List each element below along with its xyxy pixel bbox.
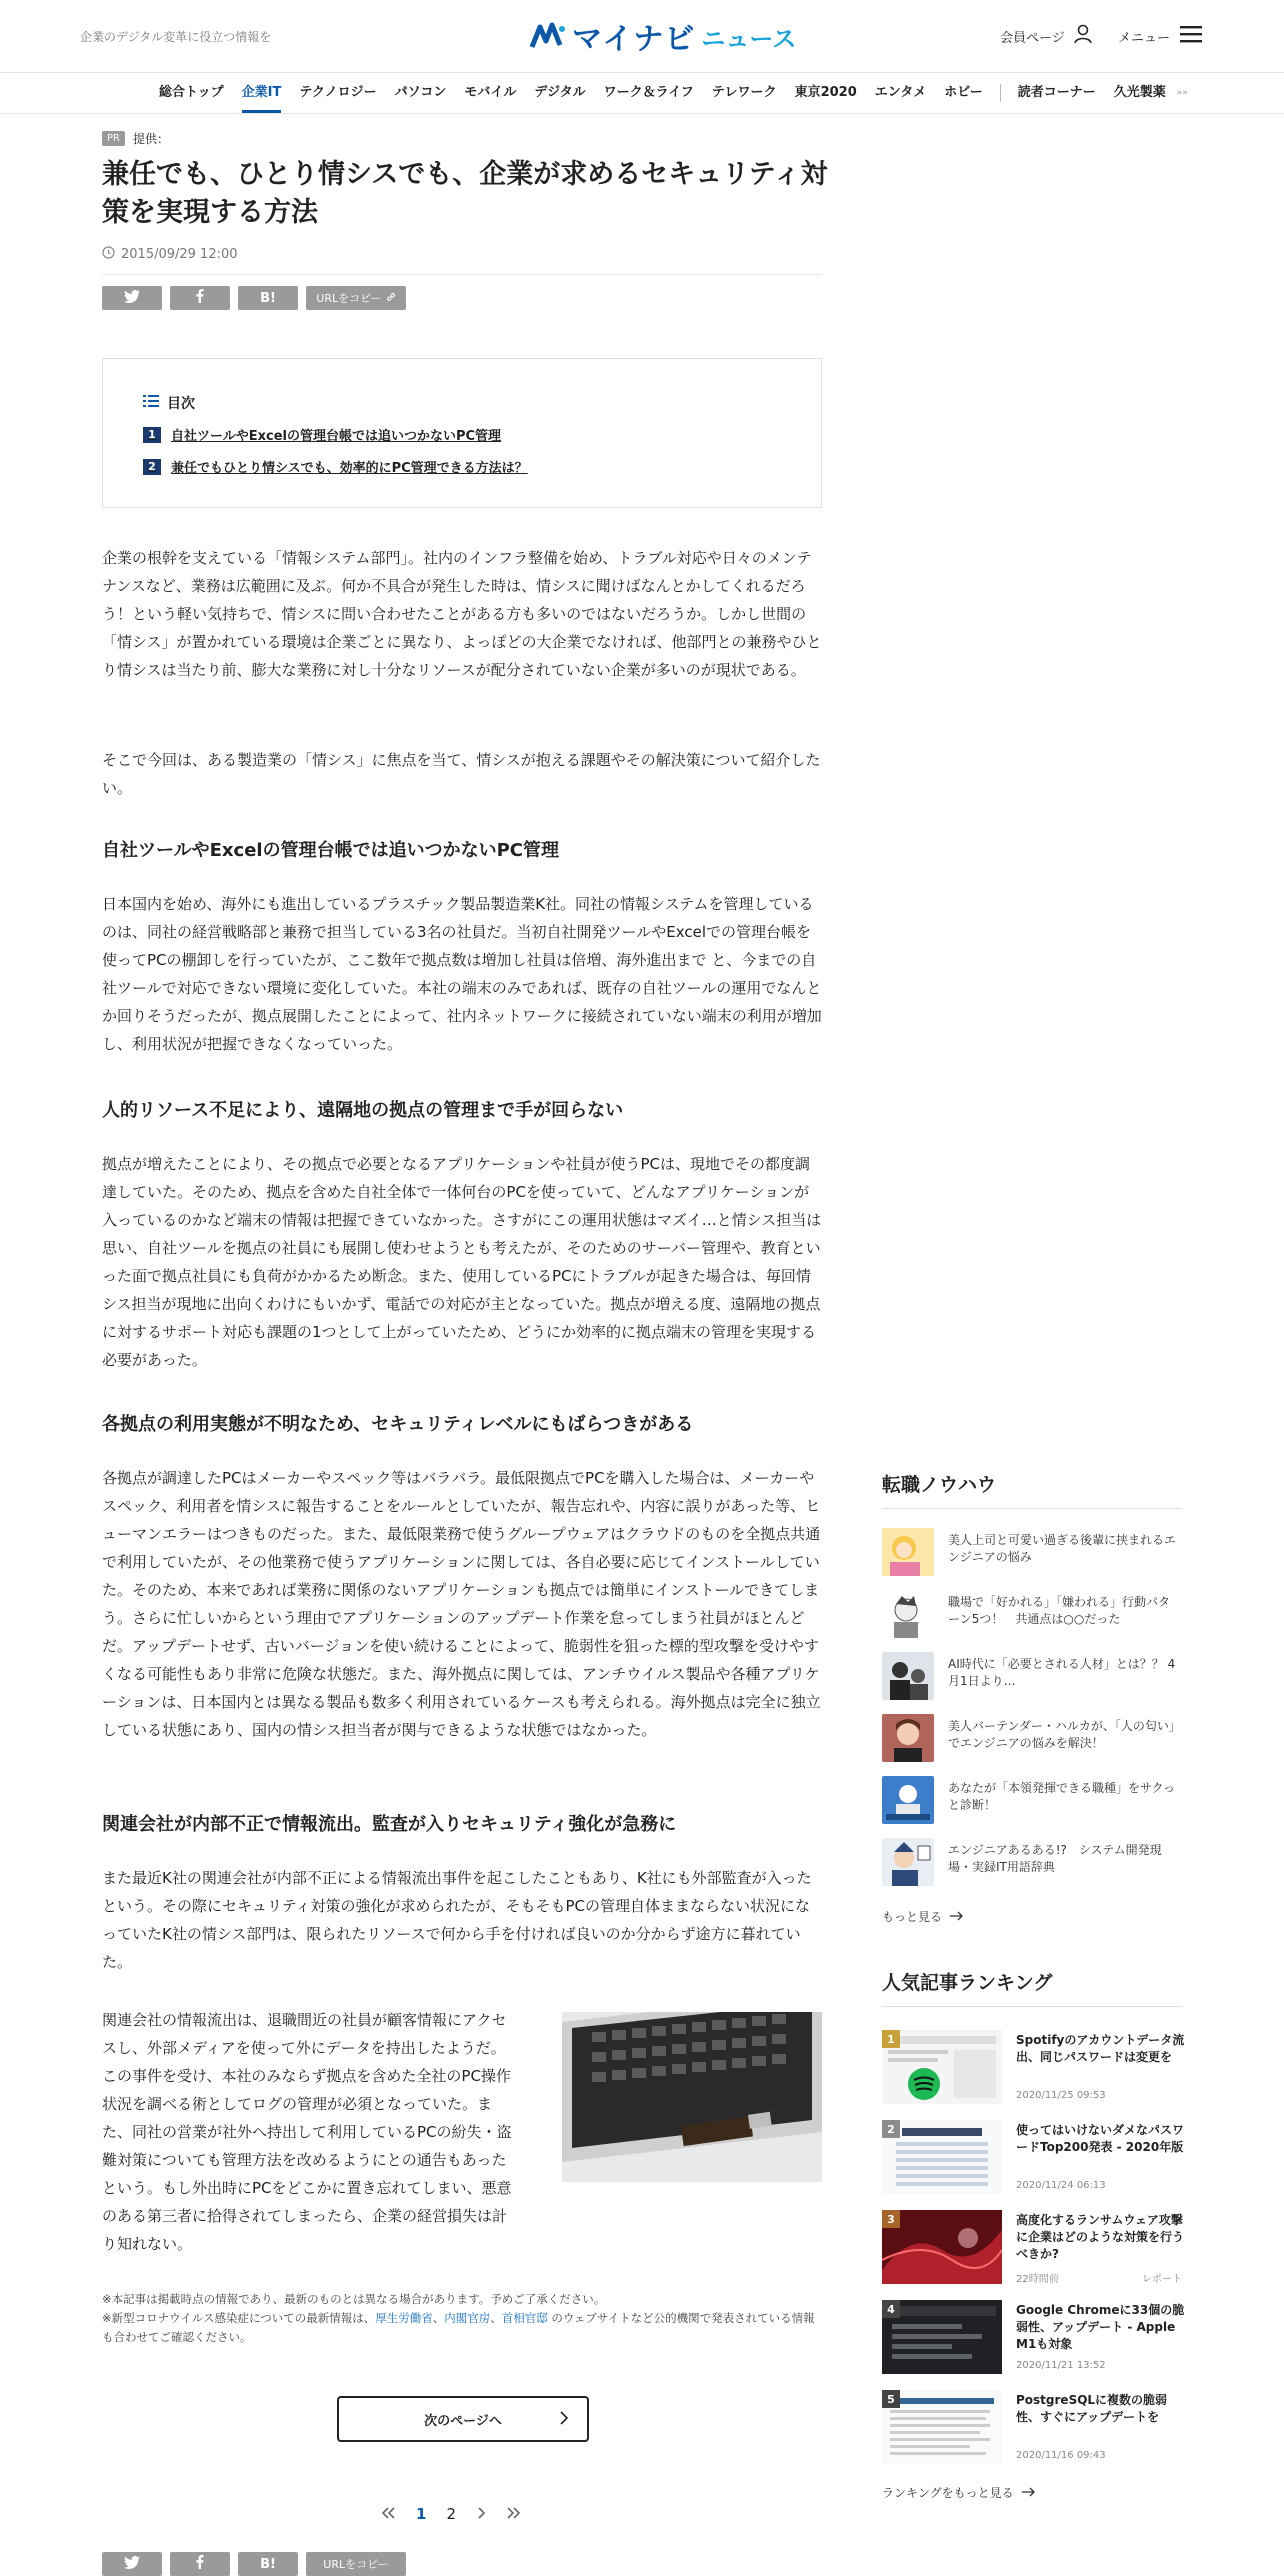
job-thumbnail: [882, 1652, 934, 1700]
user-icon: [1073, 24, 1093, 48]
article-title: 兼任でも、ひとり情シスでも、企業が求めるセキュリティ対策を実現する方法: [102, 159, 828, 228]
share-bar-top: [102, 286, 422, 310]
share-twitter-button[interactable]: [102, 286, 162, 310]
nav-divider: [1000, 84, 1001, 102]
section-heading: 人的リソース不足により、遠隔地の拠点の管理まで手が回らない: [102, 1100, 624, 1121]
job-thumbnail: [882, 1590, 934, 1638]
section-heading: 各拠点の利用実態が不明なため、セキュリティレベルにもばらつきがある: [102, 1414, 694, 1435]
share-hatena-button[interactable]: B!: [238, 2552, 298, 2576]
article-notes: [102, 2290, 824, 2347]
member-page-label: 会員ページ: [1000, 30, 1065, 46]
ranking-thumbnail: [882, 2210, 1002, 2284]
menu-label: メニュー: [1118, 30, 1171, 46]
job-article-title: 職場で「好かれる」「嫌われる」行動パターン5つ！ 共通点は○○だった: [948, 1595, 1171, 1626]
ranking-thumbnail: [882, 2390, 1002, 2464]
share-facebook-button[interactable]: [170, 2552, 230, 2576]
nav-item-work-life[interactable]: ワーク＆ライフ: [603, 85, 694, 100]
body-paragraph: 各拠点が調達したPCはメーカーやスペック等はバラバラ。最低限拠点でPCを購入した場合は、メーカーやスペック、利用者を情シスに報告することをルールとしていたが、報告忘れや、内容に誤りがあった等、ヒューマンエラーはつきものだった。また、最低限業務で使うグループウェアはクラウドのものを全拠点共通で利用していたが、その他業務で使うアプリケーションに関しては、各自必要に応じてインストールしていた。そのため、本来であれば業務に関係のないアプリケーションも拠点では簡単にインストールできてしまう。さらに忙しいからという理由でアプリケーションのアップデート作業を怠ってしまう社員がほとんどだ。アップデートせず、古いバージョンを使い続けることによって、脆弱性を狙った標的型攻撃を受けやすくなる可能性もあり非常に危険な状態だ。また、海外拠点に関しては、アンチウイルス製品や各種アプリケーションは、日本国内とは異なる製品も数多く利用されているケースも考えられる。海外拠点は完全に独立している状態にあり、国内の情シス担当者が関与できるような状態ではなかった。: [102, 1469, 821, 1739]
hamburger-icon: [1180, 24, 1202, 48]
ranking-thumbnail: [882, 2300, 1002, 2374]
job-thumbnail: [882, 1528, 934, 1576]
next-page-label: 次のページへ: [424, 2413, 502, 2429]
link-mhlw[interactable]: 厚生労働省: [375, 2311, 433, 2325]
laptop-usb-photo: [562, 2012, 822, 2182]
job-more-label: もっと見る: [882, 1910, 943, 1924]
ranking-title: Google Chromeに33個の脆弱性、アップデート - Apple M1も対象: [1016, 2303, 1185, 2351]
menu-button[interactable]: [1118, 24, 1202, 48]
link-kantei[interactable]: 首相官邸: [501, 2311, 548, 2325]
ranking-title: Spotifyのアカウントデータ流出、同じパスワードは変更を: [1016, 2033, 1185, 2064]
job-article-title: エンジニアあるある!? システム開発現場・実録IT用語辞典: [948, 1843, 1162, 1874]
copy-url-button[interactable]: [306, 2552, 406, 2576]
ranking-date: 22時間前: [1016, 2274, 1059, 2285]
job-article-item[interactable]: [882, 1714, 1182, 1762]
pagination: [380, 2500, 550, 2528]
chevron-right-icon: [559, 2410, 569, 2430]
ranking-number: 2: [882, 2120, 900, 2138]
ranking-item[interactable]: [882, 2030, 1185, 2104]
job-article-title: あなたが「本領発揮できる職種」をサクっと診断！: [948, 1781, 1176, 1812]
nav-item-enterprise-it[interactable]: 企業IT: [233, 73, 291, 113]
toc-item-text: 兼任でもひとり情シスでも、効率的にPC管理できる方法は？: [171, 461, 528, 476]
job-knowhow-heading: 転職ノウハウ: [882, 1474, 997, 1496]
ranking-title: 高度化するランサムウェア攻撃に企業はどのような対策を行うべきか?: [1016, 2213, 1185, 2261]
job-article-title: AI時代に「必要とされる人材」とは？？ 4月1日より…: [948, 1657, 1176, 1688]
ranking-thumbnail: [882, 2030, 1002, 2104]
job-article-item[interactable]: [882, 1590, 1182, 1638]
logo-main-text: マイナビ: [572, 22, 696, 57]
ranking-date: 2020/11/16 09:43: [1016, 2450, 1106, 2461]
job-article-item[interactable]: [882, 1776, 1182, 1824]
first-page-icon[interactable]: [380, 2505, 396, 2524]
ranking-item[interactable]: [882, 2390, 1182, 2464]
job-thumbnail: [882, 1838, 934, 1886]
nav-item-entertainment[interactable]: エンタメ: [874, 85, 927, 100]
next-page-button[interactable]: [337, 2396, 589, 2442]
sponsor-label: 提供：: [132, 132, 169, 146]
body-paragraph: そこで今回は、ある製造業の「情シス」に焦点を当て、情シスが抱える課題やその解決策について紹介したい。: [102, 751, 821, 797]
job-article-item[interactable]: [882, 1838, 1182, 1886]
share-twitter-button[interactable]: [102, 2552, 162, 2576]
ranking-title: PostgreSQLに複数の脆弱性、すぐにアップデートを: [1016, 2393, 1168, 2424]
job-article-title: 美人上司と可愛い過ぎる後輩に挟まれるエンジニアの悩み: [948, 1533, 1177, 1564]
note-text: のウェブサイトなど公的機関で発表されている情報も合わせてご確認ください。: [102, 2311, 815, 2344]
nav-item-readers[interactable]: 読者コーナー: [1017, 85, 1096, 100]
ranking-number: 4: [882, 2300, 900, 2318]
toc-icon: [143, 395, 159, 411]
job-article-item[interactable]: [882, 1652, 1182, 1700]
toc-number: 2: [143, 459, 161, 475]
ranking-date: 2020/11/24 06:13: [1016, 2180, 1106, 2191]
nav-item-top[interactable]: 総合トップ: [159, 85, 224, 100]
nav-item-pc[interactable]: パソコン: [394, 85, 447, 100]
ranking-more-label: ランキングをもっと見る: [882, 2486, 1014, 2500]
link-cabinet-secretariat[interactable]: 内閣官房: [444, 2311, 491, 2325]
note-text: ※新型コロナウイルス感染症についての最新情報は、: [102, 2311, 376, 2325]
share-hatena-button[interactable]: B!: [238, 286, 298, 310]
share-facebook-button[interactable]: [170, 286, 230, 310]
page-2-link[interactable]: 2: [446, 2505, 456, 2523]
logo-news-text: ニュース: [701, 24, 797, 53]
section-heading: 自社ツールやExcelの管理台帳では追いつかないPC管理: [102, 840, 559, 861]
job-article-item[interactable]: [882, 1528, 1182, 1576]
member-page-link[interactable]: [1000, 24, 1093, 48]
pr-badge: PR: [102, 131, 125, 146]
ranking-item[interactable]: [882, 2210, 1185, 2285]
logo-mark-icon: [530, 21, 566, 51]
job-article-title: 美人バーテンダー・ハルカが、「人の匂い」でエンジニアの悩みを解決！: [948, 1719, 1181, 1750]
body-paragraph: また最近K社の関連会社が内部不正による情報流出事件を起こしたこともあり、K社にも外部監査が入ったという。その際にセキュリティ対策の強化が求められたが、そもそもPCの管理自体ままならない状況になっていたK社の情シス部門は、限られたリソースで何から手を付ければ良いのか分からず途方に暮れていた。: [102, 1869, 812, 1971]
divider: [882, 2006, 1182, 2007]
article-date-text: 2015/09/29 12:00: [121, 247, 238, 262]
note-separator: 、: [432, 2311, 445, 2325]
share-bar-bottom: [102, 2552, 422, 2576]
ranking-tag: レポート: [1142, 2274, 1182, 2285]
toc-heading: [143, 393, 195, 413]
ranking-item[interactable]: [882, 2300, 1185, 2374]
twitter-icon: [124, 2556, 140, 2573]
next-page-icon[interactable]: [476, 2505, 486, 2524]
ranking-item[interactable]: [882, 2120, 1185, 2194]
nav-item-tokyo2020[interactable]: 東京2020: [794, 85, 857, 100]
ranking-number: 3: [882, 2210, 900, 2228]
last-page-icon[interactable]: [506, 2505, 522, 2524]
nav-item-technology[interactable]: テクノロジー: [299, 85, 377, 100]
toc-number: 1: [143, 427, 161, 443]
article-date: [102, 246, 238, 263]
nav-item-hobby[interactable]: ホビー: [944, 85, 983, 100]
nav-item-mobile[interactable]: モバイル: [464, 85, 517, 100]
body-paragraph: 企業の根幹を支えている「情報システム部門」。社内のインフラ整備を始め、トラブル対応や日々のメンテナンスなど、業務は広範囲に及ぶ。何か不具合が発生した時は、情シスに聞けばなんとかしてくれるだろう！という軽い気持ちで、情シスに問い合わせたことがある方も多いのではないだろうか。しかし世間の「情シス」が置かれている環境は企業ごとに異なり、よっぽどの大企業でなければ、他部門との兼務やひとり情シスは当たり前、膨大な業務に対し十分なリソースが配分されていない企業が多いのが現状である。: [102, 549, 822, 679]
body-paragraph: 関連会社の情報流出は、退職間近の社員が顧客情報にアクセスし、外部メディアを使って外にデータを持出したようだ。この事件を受け、本社のみならず拠点を含めた全社のPC操作状況を調べる術としてログの管理が必須となっていた。また、同社の営業が社外へ持出して利用しているPCの紛失・盗難対策についても管理方法を改めるようにとの通告もあったという。もし外出時にPCをどこかに置き忘れてしまい、悪意のある第三者に拾得されてしまったら、企業の経営損失は計り知れない。: [102, 2011, 512, 2253]
note-line-2: [102, 2309, 824, 2347]
toc-item-1[interactable]: [143, 425, 501, 444]
divider: [882, 1508, 1182, 1509]
body-paragraph: 日本国内を始め、海外にも進出しているプラスチック製品製造業K社。同社の情報システムを管理しているのは、同社の経営戦略部と兼務で担当している3名の社員だ。当初自社開発ツールやExcelでの管理台帳を使ってPCの棚卸しを行っていたが、ここ数年で拠点数は増加し社員は倍増、海外進出まで と、今までの自社ツールで対応できない環境に変化していた。本社の端末のみであれば、既存の自社ツールの運用でなんとか回りそうだったが、拠点展開したことによって、社内ネットワークに接続されていない端末の利用が増加し、利用状況が把握できなくなっていった。: [102, 895, 822, 1053]
copy-url-label: URLをコピー: [323, 2558, 389, 2571]
ranking-date: 2020/11/21 13:52: [1016, 2360, 1106, 2371]
clock-icon: [102, 246, 115, 263]
site-tagline: 企業のデジタル変革に役立つ情報を: [80, 30, 272, 44]
arrow-right-icon: [1022, 2486, 1036, 2500]
link-icon: [386, 292, 396, 305]
note-line-1: ※本記事は掲載時点の情報であり、最新のものとは異なる場合があります。予めご了承ください。: [102, 2292, 606, 2306]
toc-item-text: 自社ツールやExcelの管理台帳では追いつかないPC管理: [171, 429, 502, 444]
pr-line: [102, 130, 169, 147]
ranking-more-link[interactable]: [882, 2484, 1036, 2501]
toc-item-2[interactable]: [143, 457, 528, 476]
facebook-icon: [196, 289, 204, 307]
nav-item-digital[interactable]: デジタル: [534, 85, 586, 100]
copy-url-button[interactable]: [306, 286, 406, 310]
arrow-right-icon: [950, 1910, 964, 1924]
ranking-date: 2020/11/25 09:53: [1016, 2090, 1106, 2101]
twitter-icon: [124, 290, 140, 307]
toc-heading-text: 目次: [167, 396, 195, 412]
copy-url-label: URLをコピー: [316, 292, 382, 305]
job-thumbnail: [882, 1714, 934, 1762]
ranking-title: 使ってはいけないダメなパスワードTop200発表 - 2020年版: [1016, 2123, 1185, 2154]
job-thumbnail: [882, 1776, 934, 1824]
site-header: [0, 0, 1284, 73]
job-more-link[interactable]: [882, 1908, 964, 1925]
page-1-link[interactable]: 1: [416, 2505, 427, 2523]
table-of-contents: [102, 358, 822, 508]
nav-item-hisamitsu[interactable]: 久光製薬: [1113, 85, 1166, 100]
site-logo[interactable]: [530, 16, 796, 56]
ranking-thumbnail: [882, 2120, 1002, 2194]
divider: [102, 274, 822, 275]
body-paragraph: 拠点が増えたことにより、その拠点で必要となるアプリケーションや社員が使うPCは、現地でその都度調達していた。そのため、拠点を含めた自社全体で一体何台のPCを使っていて、どんなアプリケーションが入っているのかなど端末の情報は把握できていなかった。さすがにこの運用状態はマズイ…と情シス担当は思い、自社ツールを拠点の社員にも展開し使わせようとも考えたが、そのためのサーバー管理や、教育といった面で拠点社員にも負荷がかかるため断念。また、使用しているPCにトラブルが起きた場合は、毎回情シス担当が現地に出向くわけにもいかず、電話での対応が主となっていた。拠点が増える度、遠隔地の拠点に対するサポート対応も課題の1つとして上がっていたため、どうにか効率的に拠点端末の管理を実現する必要があった。: [102, 1155, 822, 1369]
ranking-number: 5: [882, 2390, 900, 2408]
section-heading: 関連会社が内部不正で情報流出。監査が入りセキュリティ強化が急務に: [102, 1814, 677, 1835]
ranking-number: 1: [882, 2030, 900, 2048]
ranking-heading: 人気記事ランキング: [882, 1972, 1053, 1994]
facebook-icon: [196, 2555, 204, 2573]
note-separator: 、: [490, 2311, 502, 2325]
nav-item-telework[interactable]: テレワーク: [711, 85, 777, 100]
category-nav: [0, 73, 1284, 114]
nav-more-indicator[interactable]: »»: [1176, 88, 1188, 98]
